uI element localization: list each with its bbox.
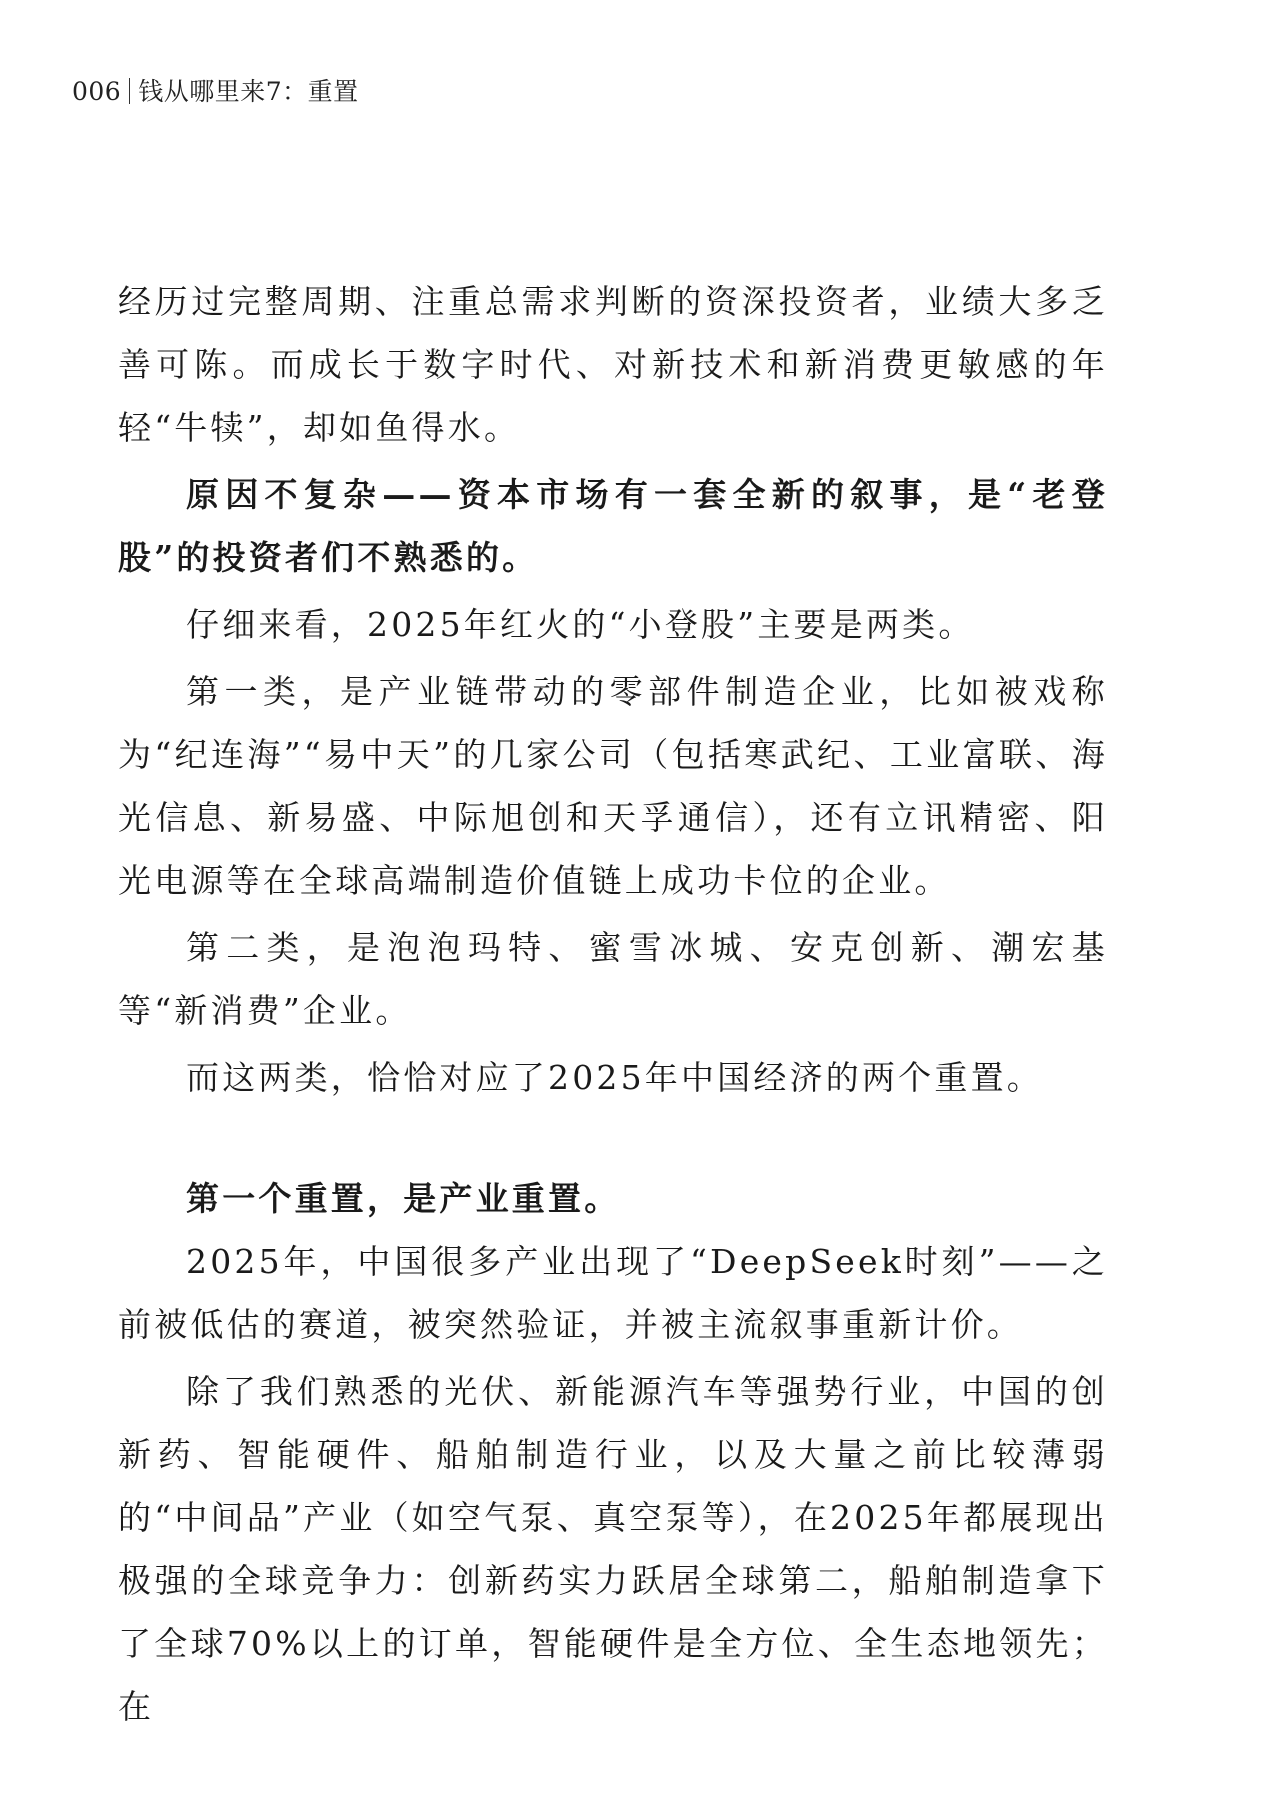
paragraph: 而这两类，恰恰对应了2025年中国经济的两个重置。 [186,1058,1043,1097]
page-body [118,270,1108,1738]
paragraph-bold: 原因不复杂——资本市场有一套全新的叙事，是“老登股”的投资者们不熟悉的。 [118,475,1108,577]
paragraph: 除了我们熟悉的光伏、新能源汽车等强势行业，中国的创新药、智能硬件、船舶制造行业，以及大量之前比较薄弱的“中间品”产业（如空气泵、真空泵等），在2025年都展现出极强的全球竞争力：创新药实力跃居全球第二，船舶制造拿下了全球70%以上的订单，智能硬件是全方位、全生态地领先；在 [118,1372,1108,1726]
section-heading: 第一个重置，是产业重置。 [186,1179,621,1218]
section-gap [118,1109,1108,1167]
paragraph: 2025年，中国很多产业出现了“DeepSeek时刻”——之前被低估的赛道，被突然验证，并被主流叙事重新计价。 [118,1242,1108,1344]
paragraph: 经历过完整周期、注重总需求判断的资深投资者，业绩大多乏善可陈。而成长于数字时代、对新技术和新消费更敏感的年轻“牛犊”，却如鱼得水。 [118,282,1108,447]
page-header [72,72,359,108]
book-title: 钱从哪里来7：重置 [138,77,359,106]
paragraph: 第二类，是泡泡玛特、蜜雪冰城、安克创新、潮宏基等“新消费”企业。 [118,928,1108,1030]
paragraph: 仔细来看，2025年红火的“小登股”主要是两类。 [186,605,975,644]
page-number: 006 [72,77,122,106]
header-divider [129,78,130,104]
paragraph: 第一类，是产业链带动的零部件制造企业，比如被戏称为“纪连海”“易中天”的几家公司（包括寒武纪、工业富联、海光信息、新易盛、中际旭创和天孚通信），还有立讯精密、阳光电源等在全球高端制造价值链上成功卡位的企业。 [118,672,1108,900]
